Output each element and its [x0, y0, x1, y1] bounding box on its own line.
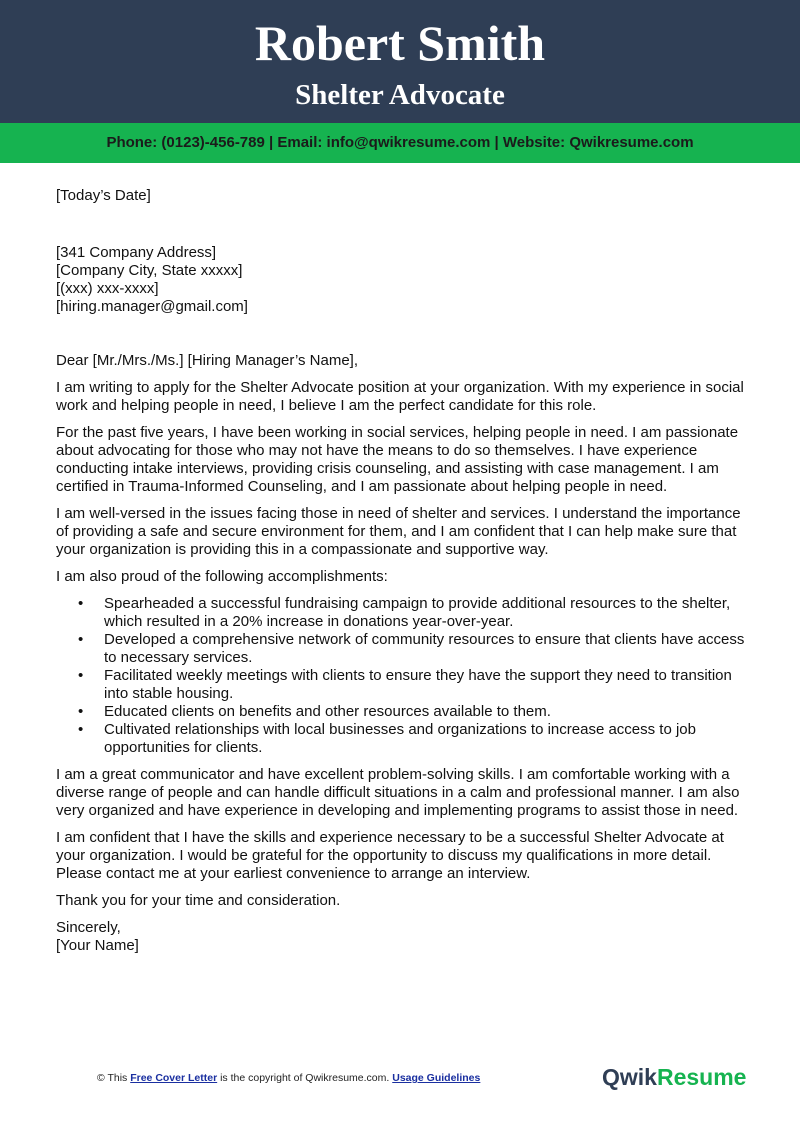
recipient-address	[56, 244, 756, 316]
address-line: [341 Company Address]	[56, 244, 217, 261]
job-title: Shelter Advocate	[295, 79, 505, 111]
qwikresume-logo[interactable]: QwikResume	[602, 1064, 747, 1090]
paragraph: I am writing to apply for the Shelter Advocate position at your organization. With my experience in social work and helping people in need, I believe I am the perfect candidate for this role.	[56, 379, 744, 414]
bullet-icon: •	[78, 595, 84, 612]
list-item: • Facilitated weekly meetings with clients to ensure they have the support they need to transition into stable housing.	[78, 667, 732, 702]
contact-bar: Phone: (0123)-456-789 | Email: info@qwikresume.com | Website: Qwikresume.com	[0, 123, 800, 163]
paragraph: Thank you for your time and consideration.	[56, 892, 341, 909]
closing: Sincerely,	[56, 919, 121, 936]
bullet-icon: •	[78, 631, 84, 648]
paragraph: I am also proud of the following accomplishments:	[56, 568, 388, 585]
bullet-icon: •	[78, 721, 84, 738]
list-item: • Developed a comprehensive network of community resources to ensure that clients have access to necessary services.	[78, 631, 745, 666]
free-cover-letter-link[interactable]: Free Cover Letter	[130, 1072, 218, 1084]
paragraph: I am confident that I have the skills and experience necessary to be a successful Shelter Advocate at your organization. I would be grateful for the opportunity to discuss my qualifications in more detail. Please contact me at your earliest convenience to arrange an interview.	[56, 829, 724, 882]
signature: [Your Name]	[56, 937, 139, 954]
list-item: • Cultivated relationships with local businesses and organizations to increase access to job opportunities for clients.	[78, 721, 696, 756]
salutation: Dear [Mr./Mrs./Ms.] [Hiring Manager’s Name],	[56, 352, 359, 369]
letter-date: [Today’s Date]	[56, 187, 151, 204]
list-item: • Educated clients on benefits and other resources available to them.	[78, 703, 551, 720]
address-line: [hiring.manager@gmail.com]	[56, 298, 248, 315]
address-line: [(xxx) xxx-xxxx]	[56, 280, 159, 297]
bullet-icon: •	[78, 703, 84, 720]
address-line: [Company City, State xxxxx]	[56, 262, 243, 279]
paragraph: I am well-versed in the issues facing those in need of shelter and services. I understand the importance of providing a safe and secure environment for them, and I am confident that I can help make sure that your organization is providing this in a compassionate and supportive way.	[56, 505, 741, 558]
copyright-footer: © This Free Cover Letter is the copyright of Qwikresume.com. Usage Guidelines	[97, 1072, 481, 1084]
bullet-icon: •	[78, 667, 84, 684]
accomplishments-list	[56, 595, 756, 757]
resume-header	[0, 0, 800, 123]
list-item: • Spearheaded a successful fundraising campaign to provide additional resources to the shelter, which resulted in a 20% increase in donations year-over-year.	[78, 595, 731, 630]
paragraph: I am a great communicator and have excellent problem-solving skills. I am comfortable working with a diverse range of people and can handle difficult situations in a calm and professional manner. I am also very organized and have experience in developing and implementing programs to assist those in need.	[56, 766, 740, 819]
applicant-name: Robert Smith	[254, 15, 546, 71]
letter-body	[56, 187, 756, 955]
paragraph: For the past five years, I have been working in social services, helping people in need. I am passionate about advocating for those who may not have the means to do so themselves. I have experience conducting intake interviews, providing crisis counseling, and assisting with case management. I am certified in Trauma-Informed Counseling, and I am passionate about helping people in need.	[56, 424, 739, 495]
usage-guidelines-link[interactable]: Usage Guidelines	[392, 1072, 481, 1084]
